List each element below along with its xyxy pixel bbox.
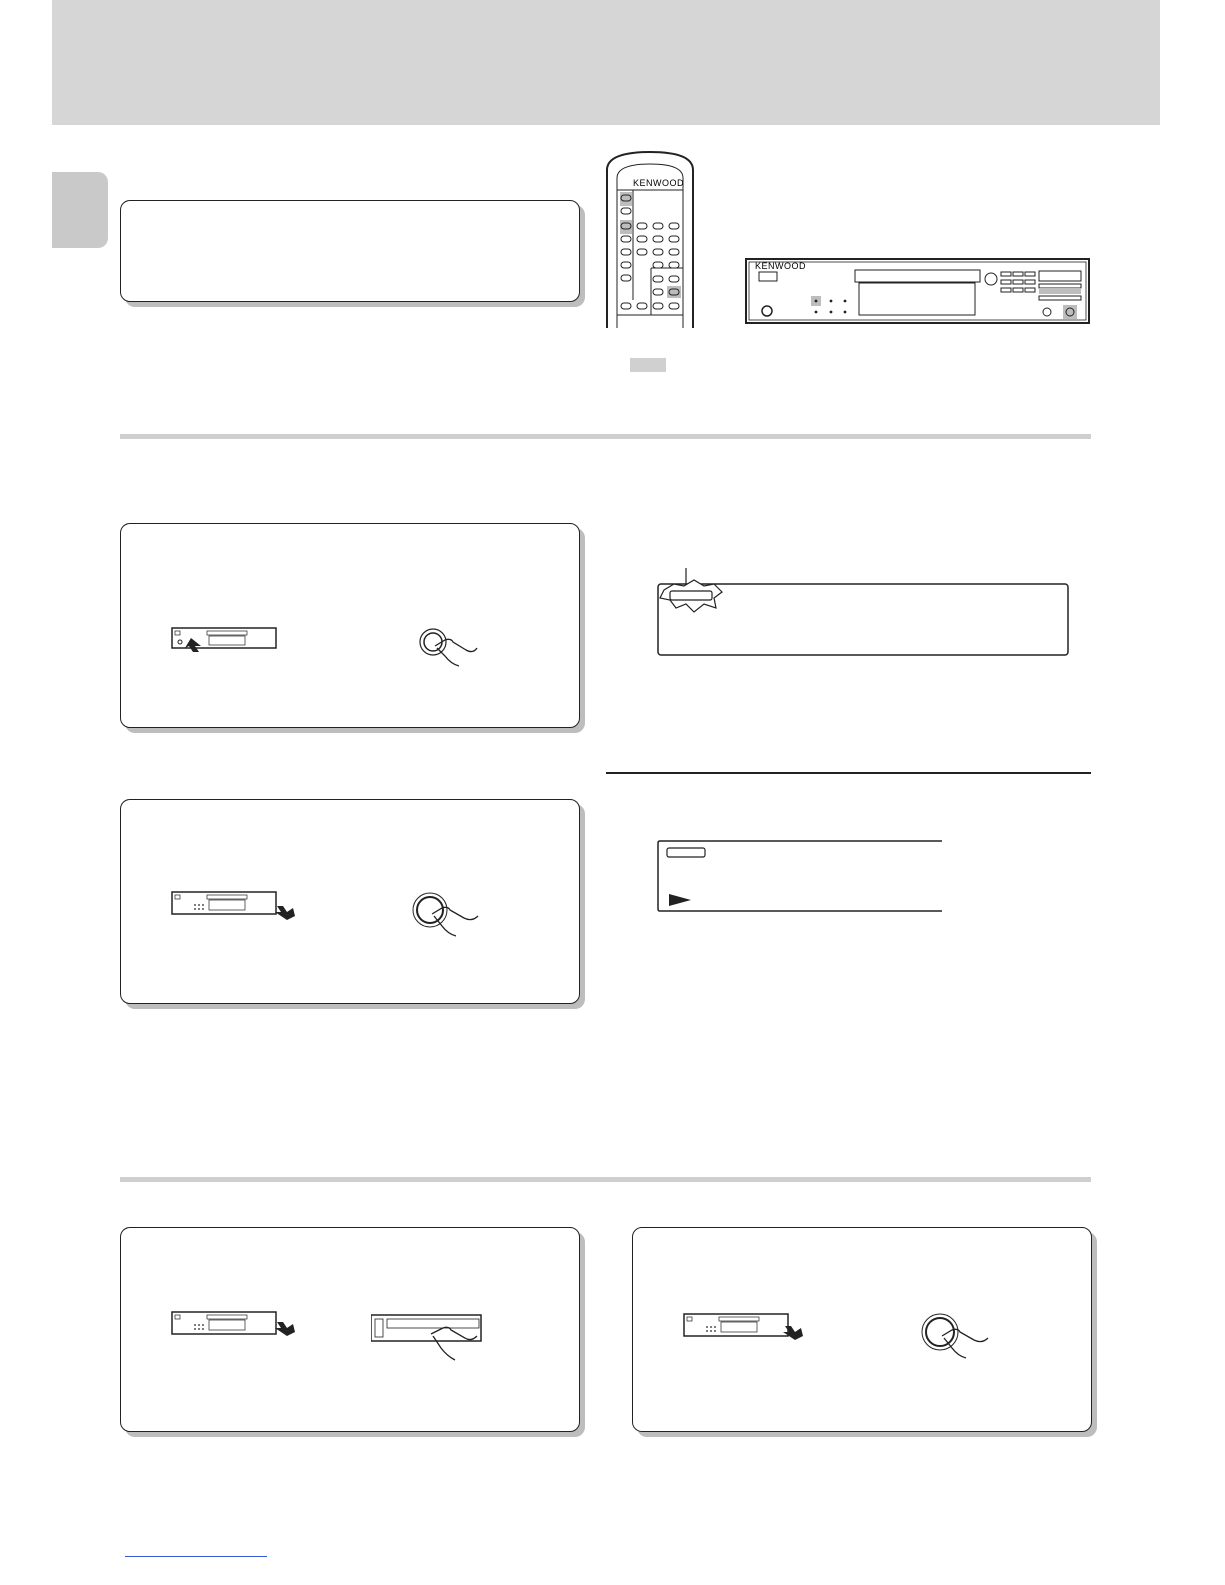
- mini-player-icon: [683, 1310, 813, 1350]
- cd-player-illustration: [745, 258, 1090, 324]
- highlight-key-swatch: [630, 358, 666, 372]
- column-divider: [606, 772, 1091, 774]
- section-divider: [120, 1177, 1091, 1182]
- step-box-play: [120, 799, 580, 1004]
- footer-link-underline: [125, 1556, 267, 1557]
- section-tab: [52, 172, 108, 248]
- remote-control-illustration: [603, 150, 698, 328]
- disc-tray-icon: [371, 1314, 483, 1364]
- player-brand: KENWOOD: [755, 261, 807, 271]
- step-box-open: [120, 1227, 580, 1432]
- section-divider: [120, 434, 1091, 439]
- finger-press-icon: [406, 890, 491, 940]
- mini-player-icon: [171, 888, 301, 928]
- remote-brand: KENWOOD: [633, 178, 685, 188]
- step-box-stop: [632, 1227, 1092, 1432]
- mini-player-icon: [171, 1308, 301, 1348]
- finger-press-icon: [916, 1310, 1001, 1365]
- display-panel-play: [657, 840, 942, 912]
- intro-box: [120, 200, 580, 302]
- header-band: [52, 0, 1160, 125]
- mini-player-icon: [171, 624, 281, 652]
- display-panel-top: [656, 566, 1070, 658]
- step-box-power: [120, 523, 580, 728]
- finger-press-icon: [411, 624, 486, 669]
